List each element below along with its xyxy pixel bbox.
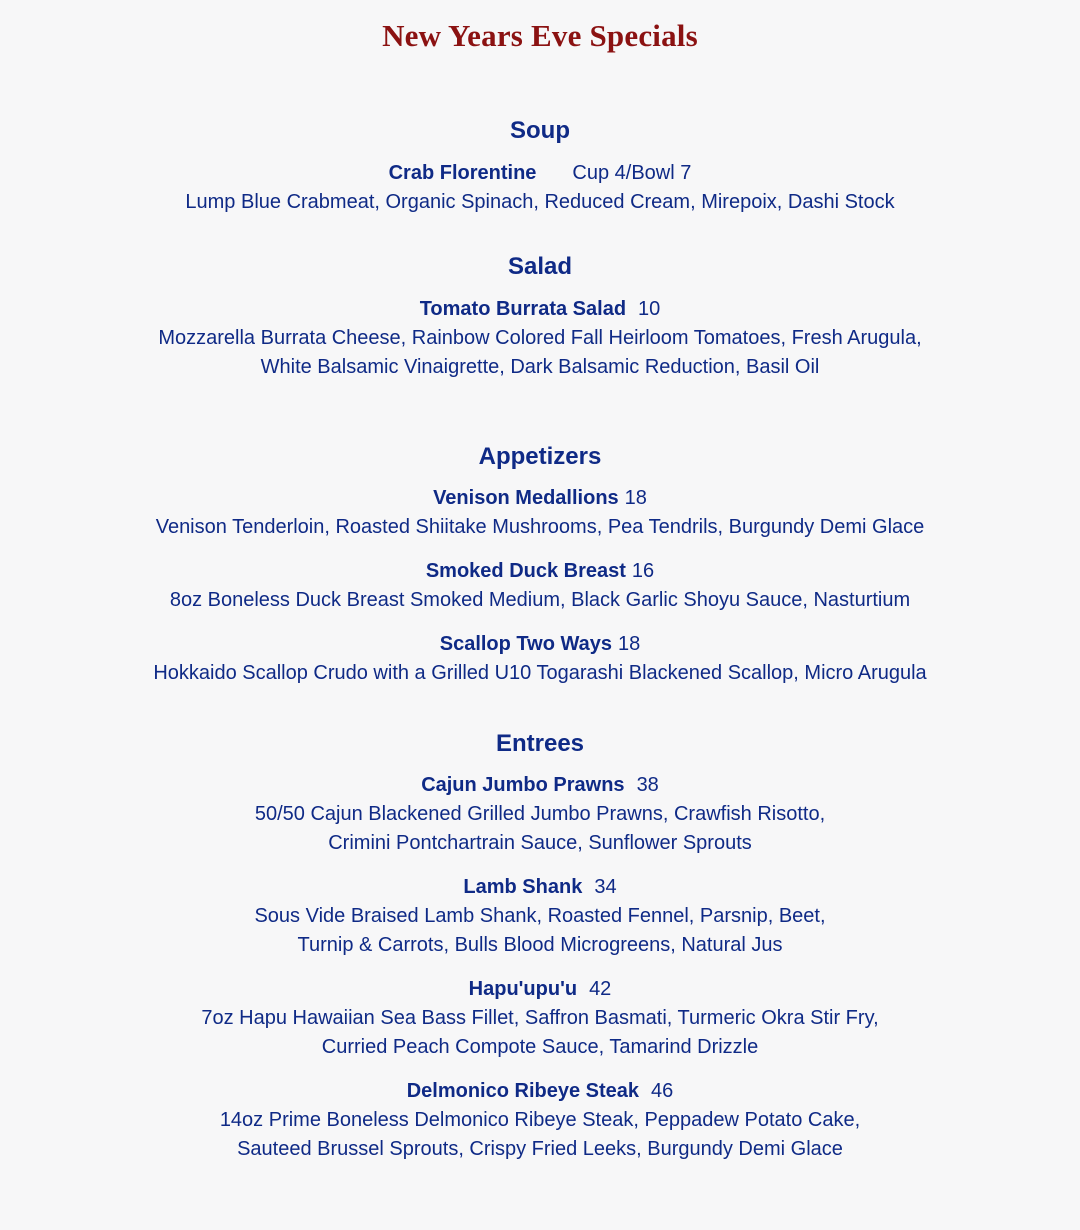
section-heading: Appetizers [478, 443, 602, 470]
item-name: Delmonico Ribeye Steak [406, 1080, 640, 1102]
item-name: Cajun Jumbo Prawns [421, 774, 625, 796]
item-title-line [0, 159, 1080, 188]
item-description: Crimini Pontchartrain Sauce, Sunflower Sprouts [328, 832, 752, 854]
page-title: New Years Eve Specials [382, 18, 698, 53]
item-price: Cup 4/Bowl 7 [572, 162, 692, 184]
item-description: 14oz Prime Boneless Delmonico Ribeye Steak, Peppadew Potato Cake, [219, 1109, 861, 1131]
item-title-line [0, 771, 1080, 800]
item-title-line [0, 873, 1080, 902]
item-description: 8oz Boneless Duck Breast Smoked Medium, Black Garlic Shoyu Sauce, Nasturtium [169, 589, 911, 611]
item-price: 18 [618, 633, 641, 655]
item-name: Tomato Burrata Salad [419, 298, 627, 320]
item-name: Lamb Shank [463, 876, 583, 898]
item-price: 16 [631, 560, 655, 582]
item-description: 7oz Hapu Hawaiian Sea Bass Fillet, Saffron Basmati, Turmeric Okra Stir Fry, [201, 1007, 879, 1029]
item-name: Crab Florentine [388, 162, 537, 184]
menu-item [0, 159, 1080, 217]
menu-item [0, 295, 1080, 382]
item-description: Lump Blue Crabmeat, Organic Spinach, Reduced Cream, Mirepoix, Dashi Stock [185, 191, 895, 213]
item-name: Venison Medallions [433, 487, 619, 509]
item-description: Sous Vide Braised Lamb Shank, Roasted Fennel, Parsnip, Beet, [254, 905, 826, 927]
section-heading: Salad [507, 253, 573, 280]
item-name: Hapu'upu'u [468, 978, 578, 1000]
menu-item [0, 873, 1080, 960]
section-heading: Soup [510, 117, 570, 144]
item-price: 46 [651, 1080, 674, 1102]
section-salad [0, 252, 1080, 382]
item-description: Mozzarella Burrata Cheese, Rainbow Colored Fall Heirloom Tomatoes, Fresh Arugula, [158, 327, 922, 349]
item-description: Venison Tenderloin, Roasted Shiitake Mushrooms, Pea Tendrils, Burgundy Demi Glace [155, 516, 925, 538]
item-description: Sauteed Brussel Sprouts, Crispy Fried Leeks, Burgundy Demi Glace [237, 1138, 843, 1160]
item-name: Scallop Two Ways [439, 633, 612, 655]
item-title-line [0, 1077, 1080, 1106]
item-title-line [0, 975, 1080, 1004]
section-heading: Entrees [495, 730, 585, 757]
menu-item [0, 771, 1080, 858]
item-title-line [0, 484, 1080, 513]
section-appetizers [0, 442, 1080, 688]
item-description: Turnip & Carrots, Bulls Blood Microgreens, Natural Jus [297, 934, 783, 956]
section-entrees [0, 729, 1080, 1164]
item-title-line [0, 630, 1080, 659]
item-description: Curried Peach Compote Sauce, Tamarind Drizzle [321, 1036, 759, 1058]
item-description: 50/50 Cajun Blackened Grilled Jumbo Prawns, Crawfish Risotto, [254, 803, 826, 825]
item-price: 10 [638, 298, 661, 320]
item-title-line [0, 295, 1080, 324]
menu-item [0, 1077, 1080, 1164]
item-name: Smoked Duck Breast [425, 560, 626, 582]
item-description: White Balsamic Vinaigrette, Dark Balsamic Reduction, Basil Oil [260, 356, 820, 378]
menu-item [0, 557, 1080, 615]
item-title-line [0, 557, 1080, 586]
menu-item [0, 975, 1080, 1062]
item-price: 38 [636, 774, 659, 796]
item-price: 18 [624, 487, 647, 509]
item-price: 42 [589, 978, 612, 1000]
section-soup [0, 116, 1080, 217]
menu-item [0, 630, 1080, 688]
item-price: 34 [594, 876, 617, 898]
menu-item [0, 484, 1080, 542]
item-description: Hokkaido Scallop Crudo with a Grilled U10 Togarashi Blackened Scallop, Micro Arugula [153, 662, 927, 684]
